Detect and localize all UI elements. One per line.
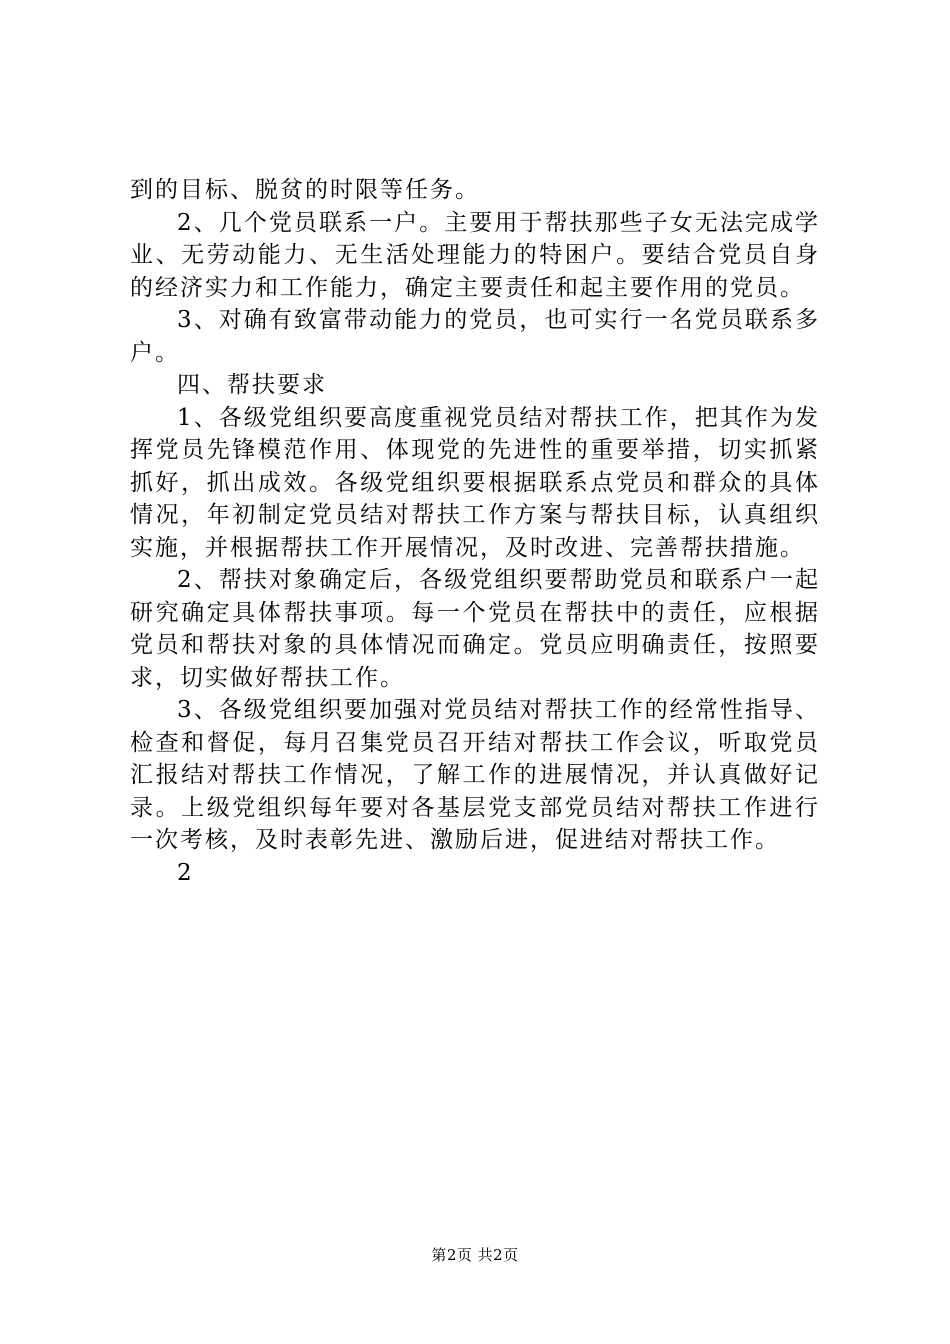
paragraph-requirement-1: 1、各级党组织要高度重视党员结对帮扶工作，把其作为发挥党员先锋模范作用、体现党的先进性的重要举措，切实抓紧抓好，抓出成效。各级党组织要根据联系点党员和群众的具体情况，年初制定党员结对帮扶工作方案与帮扶目标，认真组织实施，并根据帮扶工作开展情况，及时改进、完善帮扶措施。 (130, 404, 820, 561)
paragraph-continuation: 到的目标、脱贫的时限等任务。 (130, 177, 480, 203)
section-heading-requirements: 四、帮扶要求 (177, 372, 327, 398)
page-number-footer: 第2页 共2页 (431, 1246, 519, 1264)
paragraph-item-3-one-member-many: 3、对确有致富带动能力的党员，也可实行一名党员联系多户。 (130, 307, 820, 366)
paragraph-requirement-2: 2、帮扶对象确定后，各级党组织要帮助党员和联系户一起研究确定具体帮扶事项。每一个党员在帮扶中的责任，应根据党员和帮扶对象的具体情况而确定。党员应明确责任，按照要求，切实做好帮扶工作。 (130, 567, 820, 691)
paragraph-requirement-3: 3、各级党组织要加强对党员结对帮扶工作的经常性指导、检查和督促，每月召集党员召开结对帮扶工作会议，听取党员汇报结对帮扶工作情况，了解工作的进展情况，并认真做好记录。上级党组织每年要对各基层党支部党员结对帮扶工作进行一次考核，及时表彰先进、激励后进，促进结对帮扶工作。 (130, 697, 820, 853)
paragraph-item-2-multi-member: 2、几个党员联系一户。主要用于帮扶那些子女无法完成学业、无劳动能力、无生活处理能力的特困户。要结合党员自身的经济实力和工作能力，确定主要责任和起主要作用的党员。 (130, 209, 820, 301)
paragraph-trailing-number: 2 (177, 859, 194, 886)
document-body (130, 174, 820, 889)
